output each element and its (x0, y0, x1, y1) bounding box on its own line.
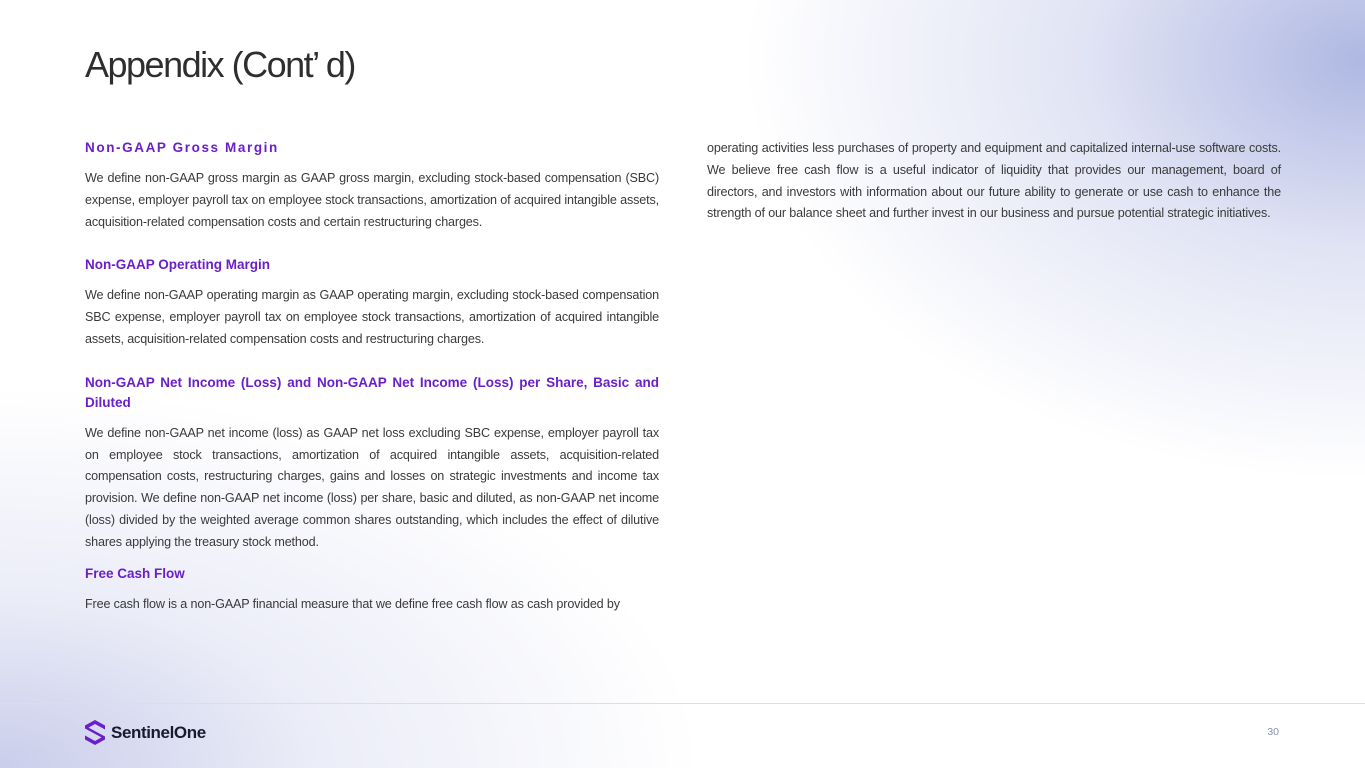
footer-divider (0, 703, 1365, 704)
section-gross-margin (85, 138, 659, 233)
page-number: 30 (1267, 726, 1279, 738)
logo-wordmark: SentinelOne (111, 722, 206, 742)
section-net-income (85, 373, 659, 554)
section-heading: Non-GAAP Gross Margin (85, 140, 279, 155)
sentinelone-logo-icon (85, 720, 105, 745)
section-heading: Non-GAAP Net Income (Loss) and Non-GAAP Net Income (Loss) per Share, Basic and Diluted (85, 374, 659, 410)
section-heading: Non-GAAP Operating Margin (85, 257, 271, 273)
section-text: We define non-GAAP operating margin as GAAP operating margin, excluding stock-based compensation SBC expense, employer payroll tax on employee stock transactions, amortization of acquired intangible assets, acquisition-related compensation costs and restructuring charges. (85, 288, 659, 346)
section-operating-margin (85, 255, 659, 350)
page-title: Appendix (Cont’ d) (85, 44, 355, 85)
section-heading: Free Cash Flow (85, 565, 185, 581)
section-text: We define non-GAAP net income (loss) as GAAP net loss excluding SBC expense, employer payroll tax on employee stock transactions, amortization of acquired intangible assets, acquisition-related compensation costs, restructuring charges, gains and losses on strategic investments and income tax provision. We define non-GAAP net income (loss) per share, basic and diluted, as non-GAAP net income (loss) divided by the weighted average common shares outstanding, which includes the effect of dilutive shares applying the treasury stock method. (85, 425, 659, 549)
left-column (85, 138, 659, 615)
section-text: We define non-GAAP gross margin as GAAP gross margin, excluding stock-based compensation (SBC) expense, employer payroll tax on employee stock transactions, amortization of acquired intangible assets, acquisition-related compensation costs and certain restructuring charges. (85, 171, 659, 229)
right-column (707, 138, 1281, 225)
sentinelone-logo (85, 720, 206, 745)
section-text: Free cash flow is a non-GAAP financial measure that we define free cash flow as cash provided by (85, 596, 620, 611)
continued-text: operating activities less purchases of property and equipment and capitalized internal-use software costs. We believe free cash flow is a useful indicator of liquidity that provides our management, board of directors, and investors with information about our future ability to generate or use cash to enhance the strength of our balance sheet and further invest in our business and pursue potential strategic initiatives. (707, 141, 1281, 221)
section-free-cash-flow (85, 564, 659, 616)
